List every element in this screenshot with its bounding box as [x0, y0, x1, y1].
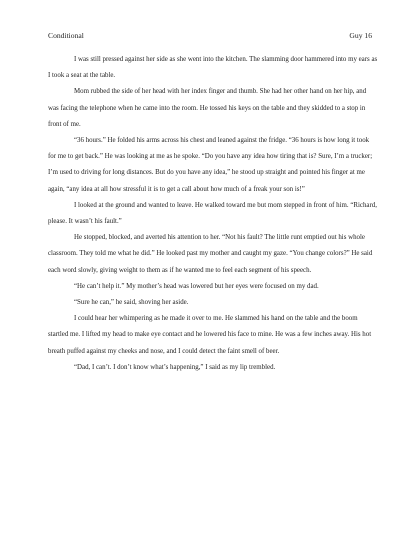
- paragraph: “36 hours.” He folded his arms across his chest and leaned against the fridge. “36 hours is how long it took for me to get back.” He was looking at me as he spoke. “Do you have any idea how tiring that is? Sure, I’m a trucker; I’m used to driving for long distances. But do you have any idea,” he stood up straight and pointed his finger at me again, “any idea at all how stressful it is to get a call about how much of a freak your son is!”: [48, 137, 373, 193]
- paragraph: “He can’t help it.” My mother’s head was lowered but her eyes were focused on my dad.: [74, 282, 319, 290]
- paragraph: “Dad, I can’t. I don’t know what’s happening,” I said as my lip trembled.: [74, 363, 276, 371]
- paragraph: Mom rubbed the side of her head with her index finger and thumb. She had her other hand on her hip, and was facing the telephone when he came into the room. He tossed his keys on the table and they skidded to a stop in front of me.: [48, 88, 367, 128]
- paragraph: I could hear her whimpering as he made it over to me. He slammed his hand on the table and the boom startled me. I lifted my head to make eye contact and he lowered his face to mine. He was a few inches away. His hot breath puffed against my cheeks and nose, and I could detect the faint smell of beer.: [48, 315, 372, 355]
- paragraph: He stopped, blocked, and averted his attention to her. “Not his fault? The little runt emptied out his whole classroom. They told me what he did.” He looked past my mother and caught my gaze. “You change colors?” He said each word slowly, giving weight to them as if he wanted me to feel each segment of his speech.: [48, 234, 373, 274]
- paragraph: I was still pressed against her side as she went into the kitchen. The slamming door hammered into my ears as I took a seat at the table.: [48, 56, 378, 80]
- paragraph: “Sure he can,” he said, shoving her aside.: [74, 299, 189, 307]
- manuscript-body: [48, 52, 378, 376]
- running-header: [44, 30, 376, 42]
- paragraph: I looked at the ground and wanted to leave. He walked toward me but mom stepped in front of him. “Richard, please. It wasn’t his fault.”: [48, 201, 377, 226]
- header-author-page: Guy 16: [349, 31, 372, 40]
- header-title: Conditional: [48, 31, 84, 40]
